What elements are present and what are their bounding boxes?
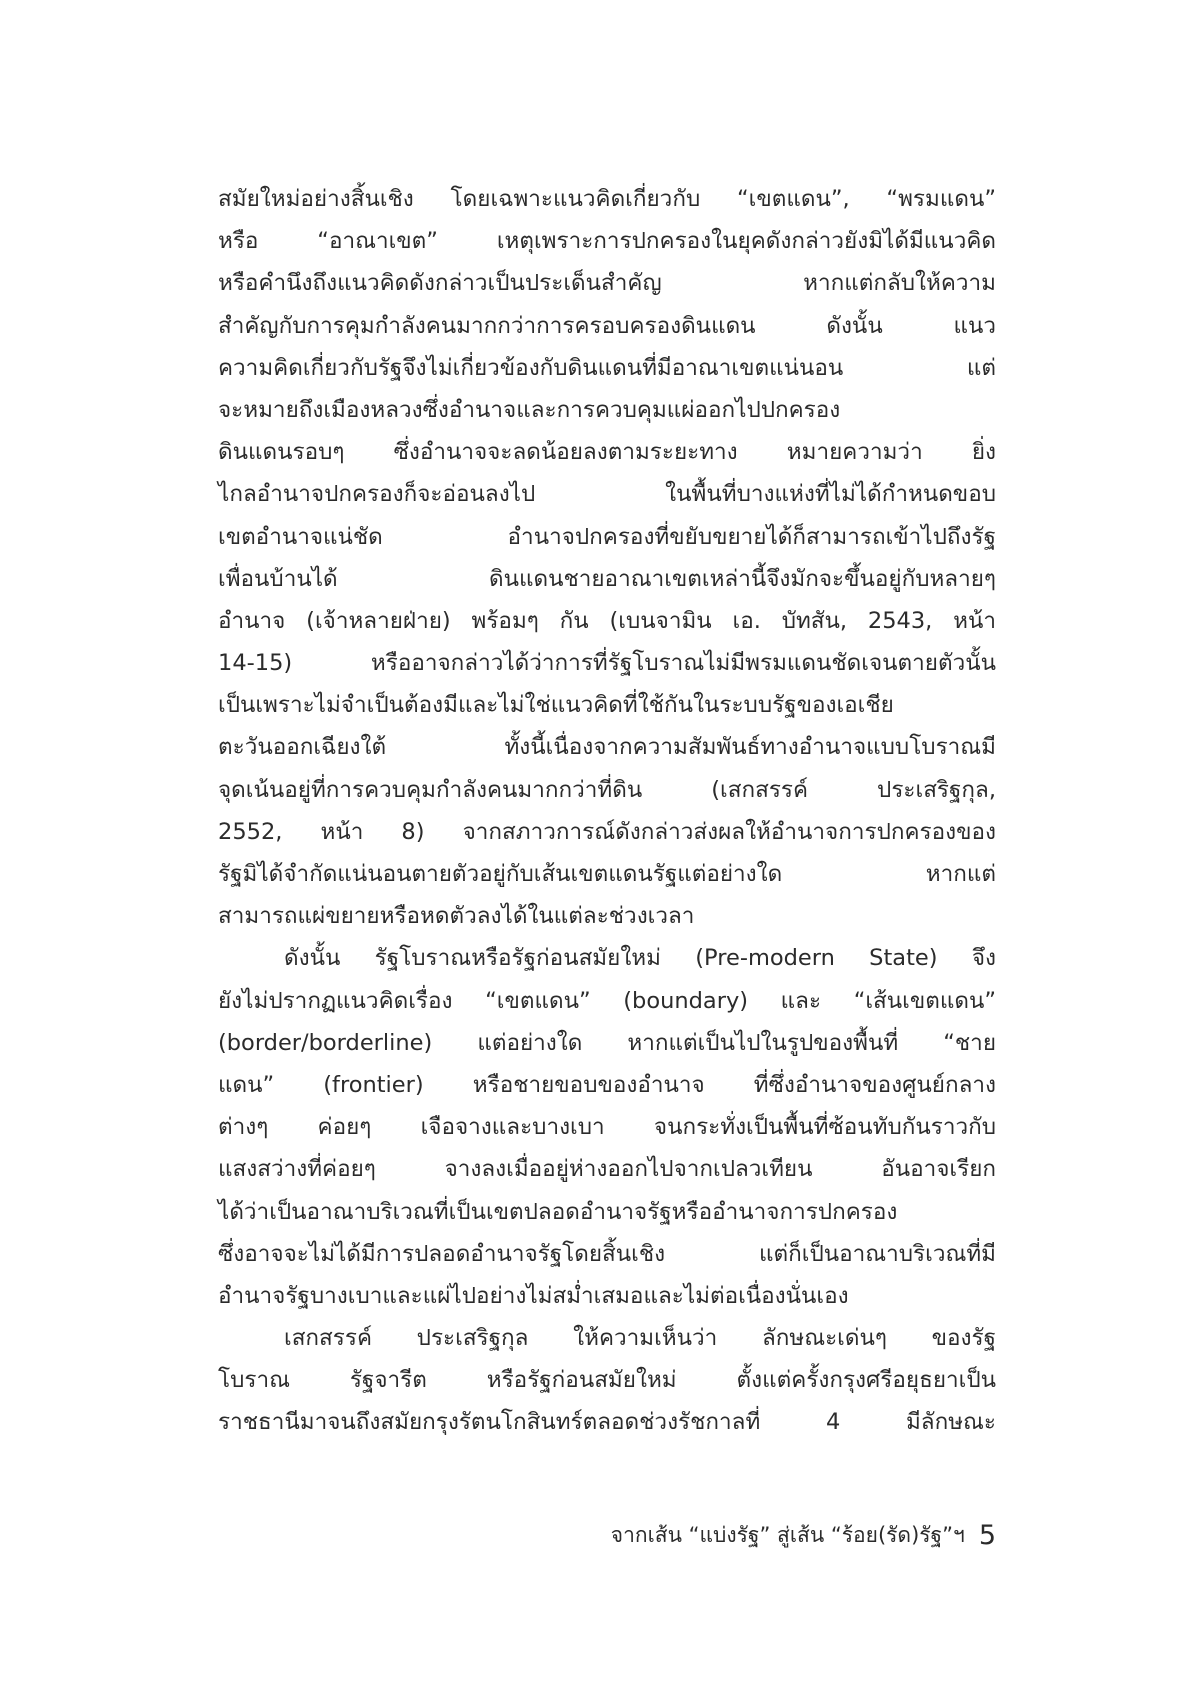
paragraph-start-line: ดังนั้น รัฐโบราณหรือรัฐก่อนสมัยใหม่ (Pre-modern State) จึง (284, 945, 996, 972)
text-line: โบราณ รัฐจารีต หรือรัฐก่อนสมัยใหม่ ตั้งแต่ครั้งกรุงศรีอยุธยาเป็น (218, 1367, 996, 1394)
body-text (218, 178, 996, 1444)
text-line: จุดเน้นอยู่ที่การควบคุมกำลังคนมากกว่าที่ดิน (เสกสรรค์ ประเสริฐกุล, (218, 776, 996, 803)
text-line: ต่างๆ ค่อยๆ เจือจางและบางเบา จนกระทั่งเป็นพื้นที่ซ้อนทับกันราวกับ (218, 1114, 996, 1141)
text-line: ยังไม่ปรากฏแนวคิดเรื่อง “เขตแดน” (boundary) และ “เส้นเขตแดน” (218, 987, 996, 1014)
text-line: แดน” (frontier) หรือชายขอบของอำนาจ ที่ซึ่งอำนาจของศูนย์กลาง (218, 1071, 996, 1098)
text-line: แสงสว่างที่ค่อยๆ จางลงเมื่ออยู่ห่างออกไปจากเปลวเทียน อันอาจเรียก (218, 1156, 996, 1183)
text-line: เป็นเพราะไม่จำเป็นต้องมีและไม่ใช่แนวคิดที่ใช้กันในระบบรัฐของเอเชีย (218, 692, 894, 719)
paragraph-end-line: สามารถแผ่ขยายหรือหดตัวลงได้ในแต่ละช่วงเวลา (218, 903, 695, 930)
text-line: จะหมายถึงเมืองหลวงซึ่งอำนาจและการควบคุมแผ่ออกไปปกครอง (218, 396, 841, 423)
text-line: (border/borderline) แต่อย่างใด หากแต่เป็นไปในรูปของพื้นที่ “ชาย (218, 1029, 996, 1056)
running-title: จากเส้น “แบ่งรัฐ” สู่เส้น “ร้อย(รัด)รัฐ”ฯ (610, 1522, 965, 1547)
text-line: ไกลอำนาจปกครองก็จะอ่อนลงไป ในพื้นที่บางแห่งที่ไม่ได้กำหนดขอบ (218, 481, 996, 508)
text-line: เพื่อนบ้านได้ ดินแดนชายอาณาเขตเหล่านี้จึงมักจะขึ้นอยู่กับหลายๆ (218, 565, 996, 592)
text-line: หรือคำนึงถึงแนวคิดดังกล่าวเป็นประเด็นสำคัญ หากแต่กลับให้ความ (218, 270, 996, 297)
text-line: ตะวันออกเฉียงใต้ ทั้งนี้เนื่องจากความสัมพันธ์ทางอำนาจแบบโบราณมี (218, 734, 996, 761)
text-line: 14-15) หรืออาจกล่าวได้ว่าการที่รัฐโบราณไม่มีพรมแดนชัดเจนตายตัวนั้น (218, 650, 996, 677)
page-footer (560, 1515, 996, 1555)
page-number: 5 (978, 1519, 996, 1551)
text-line: ราชธานีมาจนถึงสมัยกรุงรัตนโกสินทร์ตลอดช่วงรัชกาลที่ 4 มีลักษณะ (218, 1409, 996, 1436)
text-line: ซึ่งอาจจะไม่ได้มีการปลอดอำนาจรัฐโดยสิ้นเชิง แต่ก็เป็นอาณาบริเวณที่มี (218, 1240, 996, 1267)
paragraph-start-line: เสกสรรค์ ประเสริฐกุล ให้ความเห็นว่า ลักษณะเด่นๆ ของรัฐ (284, 1325, 996, 1352)
text-line: หรือ “อาณาเขต” เหตุเพราะการปกครองในยุคดังกล่าวยังมิได้มีแนวคิด (218, 228, 996, 255)
text-line: ดินแดนรอบๆ ซึ่งอำนาจจะลดน้อยลงตามระยะทาง หมายความว่า ยิ่ง (218, 439, 996, 466)
text-line: 2552, หน้า 8) จากสภาวการณ์ดังกล่าวส่งผลให้อำนาจการปกครองของ (218, 818, 996, 845)
text-line: เขตอำนาจแน่ชัด อำนาจปกครองที่ขยับขยายได้ก็สามารถเข้าไปถึงรัฐ (218, 523, 996, 550)
text-line: สำคัญกับการคุมกำลังคนมากกว่าการครอบครองดินแดน ดังนั้น แนว (218, 312, 996, 339)
text-line: อำนาจ (เจ้าหลายฝ่าย) พร้อมๆ กัน (เบนจามิน เอ. บัทสัน, 2543, หน้า (218, 607, 996, 634)
text-line: ความคิดเกี่ยวกับรัฐจึงไม่เกี่ยวข้องกับดินแดนที่มีอาณาเขตแน่นอน แต่ (218, 354, 996, 381)
paragraph-end-line: อำนาจรัฐบางเบาและแผ่ไปอย่างไม่สม่ำเสมอและไม่ต่อเนื่องนั่นเอง (218, 1282, 849, 1309)
text-line: ได้ว่าเป็นอาณาบริเวณที่เป็นเขตปลอดอำนาจรัฐหรืออำนาจการปกครอง (218, 1198, 898, 1225)
text-line: สมัยใหม่อย่างสิ้นเชิง โดยเฉพาะแนวคิดเกี่ยวกับ “เขตแดน”, “พรมแดน” (218, 186, 996, 212)
text-line: รัฐมิได้จำกัดแน่นอนตายตัวอยู่กับเส้นเขตแดนรัฐแต่อย่างใด หากแต่ (218, 861, 996, 887)
